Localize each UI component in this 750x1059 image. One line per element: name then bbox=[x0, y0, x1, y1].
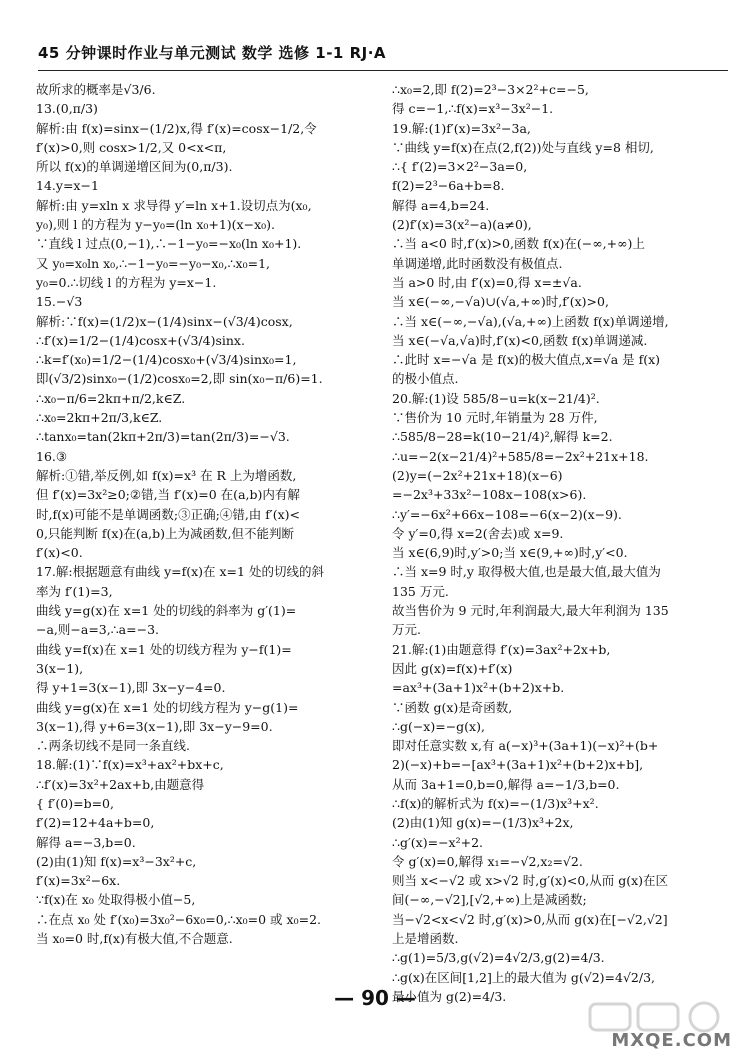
text-line: 得 c=−1,∴f(x)=x³−3x²−1. bbox=[392, 101, 554, 117]
text-line: ∴当 x=9 时,y 取得极大值,也是最大值,最大值为 bbox=[392, 564, 661, 580]
text-line: ∴x₀=2kπ+2π/3,k∈Z. bbox=[36, 410, 163, 426]
text-line: ∵函数 g(x)是奇函数, bbox=[392, 699, 513, 715]
text-line: 曲线 y=g(x)在 x=1 处的切线方程为 y−g(1)= bbox=[36, 699, 299, 715]
page-number: — 90 — bbox=[334, 986, 416, 1010]
text-line: f′(x)=3x²−6x. bbox=[36, 873, 121, 889]
text-line: { f′(0)=b=0, bbox=[36, 795, 114, 811]
text-line: 解得 a=4,b=24. bbox=[392, 197, 490, 213]
text-line: (2)由(1)知 f(x)=x³−3x²+c, bbox=[36, 853, 197, 869]
text-line: 13.(0,π/3) bbox=[36, 101, 98, 117]
text-line: ∴k=f′(x₀)=1/2−(1/4)cosx₀+(√3/4)sinx₀=1, bbox=[36, 352, 297, 368]
text-line: 所以 f(x)的单调递增区间为(0,π/3). bbox=[36, 159, 233, 175]
text-line: ∴g(1)=5/3,g(√2)=4√2/3,g(2)=4/3. bbox=[392, 950, 605, 966]
text-line: 曲线 y=f(x)在 x=1 处的切线方程为 y−f(1)= bbox=[36, 641, 292, 657]
text-line: 20.解:(1)设 585/8−u=k(x−21/4)². bbox=[392, 390, 600, 406]
text-line: 令 g′(x)=0,解得 x₁=−√2,x₂=√2. bbox=[392, 853, 583, 869]
text-line: y₀),则 l 的方程为 y−y₀=(ln x₀+1)(x−x₀). bbox=[36, 217, 275, 233]
text-line: 但 f′(x)=3x²≥0;②错,当 f′(x)=0 在(a,b)内有解 bbox=[36, 487, 300, 503]
text-line: 当−√2<x<√2 时,g′(x)>0,从而 g(x)在[−√2,√2] bbox=[392, 911, 668, 927]
text-line: ∵曲线 y=f(x)在点(2,f(2))处与直线 y=8 相切, bbox=[392, 139, 654, 155]
text-line: 当 x∈(−∞,−√a)∪(√a,+∞)时,f′(x)>0, bbox=[392, 294, 609, 310]
text-line: ∵直线 l 过点(0,−1),∴−1−y₀=−x₀(ln x₀+1). bbox=[36, 236, 302, 252]
text-line: ∴g(x)在区间[1,2]上的最大值为 g(√2)=4√2/3, bbox=[392, 969, 656, 985]
text-line: ∴当 a<0 时,f′(x)>0,函数 f(x)在(−∞,+∞)上 bbox=[392, 236, 645, 252]
text-line: 解析:∵f(x)=(1/2)x−(1/4)sinx−(√3/4)cosx, bbox=[36, 313, 293, 329]
text-line: 曲线 y=g(x)在 x=1 处的切线的斜率为 g′(1)= bbox=[36, 603, 297, 619]
text-line: 故当售价为 9 元时,年利润最大,最大年利润为 135 bbox=[392, 603, 669, 619]
text-line: (2)由(1)知 g(x)=−(1/3)x³+2x, bbox=[392, 815, 574, 831]
text-line: 当 x∈(−√a,√a)时,f′(x)<0,函数 f(x)单调递减. bbox=[392, 332, 648, 348]
text-line: 解析:由 f(x)=sinx−(1/2)x,得 f′(x)=cosx−1/2,令 bbox=[36, 120, 317, 136]
text-line: 得 y+1=3(x−1),即 3x−y−4=0. bbox=[36, 680, 226, 696]
text-line: 19.解:(1)f′(x)=3x²−3a, bbox=[392, 120, 531, 136]
text-line: ∴x₀−π/6=2kπ+π/2,k∈Z. bbox=[36, 390, 186, 406]
text-line: f′(x)<0. bbox=[36, 545, 83, 561]
left-column bbox=[36, 80, 364, 948]
text-line: (2)y=(−2x²+21x+18)(x−6) bbox=[392, 467, 563, 483]
header-title: 45 分钟课时作业与单元测试 数学 选修 1-1 RJ·A bbox=[38, 44, 387, 62]
text-line: ∴585/8−28=k(10−21/4)²,解得 k=2. bbox=[392, 429, 613, 445]
text-line: 17.解:根据题意有曲线 y=f(x)在 x=1 处的切线的斜 bbox=[36, 564, 324, 580]
text-line: 万元. bbox=[392, 622, 421, 638]
text-line: ∵f(x)在 x₀ 处取得极小值−5, bbox=[36, 892, 196, 908]
text-line: 因此 g(x)=f(x)+f′(x) bbox=[392, 660, 513, 676]
text-line: 当 x₀=0 时,f(x)有极大值,不合题意. bbox=[36, 931, 233, 947]
text-line: ∴y′=−6x²+66x−108=−6(x−2)(x−9). bbox=[392, 506, 622, 522]
text-line: 0,只能判断 f(x)在(a,b)上为减函数,但不能判断 bbox=[36, 525, 294, 541]
text-line: ∴u=−2(x−21/4)²+585/8=−2x²+21x+18. bbox=[392, 448, 649, 464]
text-line: y₀=0.∴切线 l 的方程为 y=x−1. bbox=[36, 274, 217, 290]
text-line: ∵售价为 10 元时,年销量为 28 万件, bbox=[392, 410, 598, 426]
text-line: ∴在点 x₀ 处 f′(x₀)=3x₀²−6x₀=0,∴x₀=0 或 x₀=2. bbox=[36, 911, 321, 927]
text-line: ∴两条切线不是同一条直线. bbox=[36, 738, 190, 754]
text-line: 3(x−1),得 y+6=3(x−1),即 3x−y−9=0. bbox=[36, 718, 273, 734]
text-line: 即(√3/2)sinx₀−(1/2)cosx₀=2,即 sin(x₀−π/6)=1. bbox=[36, 371, 323, 387]
text-line: ∴此时 x=−√a 是 f(x)的极大值点,x=√a 是 f(x) bbox=[392, 352, 661, 368]
text-line: 率为 f′(1)=3, bbox=[36, 583, 113, 599]
text-line: 14.y=x−1 bbox=[36, 178, 99, 194]
text-line: ∴x₀=2,即 f(2)=2³−3×2²+c=−5, bbox=[392, 82, 589, 97]
text-line: 15.−√3 bbox=[36, 294, 83, 310]
text-line: 最小值为 g(2)=4/3. bbox=[392, 988, 507, 1004]
text-line: 解得 a=−3,b=0. bbox=[36, 834, 136, 850]
text-line: ∴g′(x)=−x²+2. bbox=[392, 834, 484, 850]
text-line: ∴{ f′(2)=3×2²−3a=0, bbox=[392, 159, 528, 175]
text-line: f(2)=2³−6a+b=8. bbox=[392, 178, 505, 194]
right-column bbox=[392, 80, 727, 1006]
text-line: ∴f(x)的解析式为 f(x)=−(1/3)x³+x². bbox=[392, 795, 599, 811]
text-line: 的极小值点. bbox=[392, 371, 459, 387]
text-line: ∴f′(x)=1/2−(1/4)cosx+(√3/4)sinx. bbox=[36, 332, 245, 348]
page-header bbox=[38, 40, 728, 71]
text-line: 当 x∈(6,9)时,y′>0;当 x∈(9,+∞)时,y′<0. bbox=[392, 545, 628, 561]
text-line: =ax³+(3a+1)x²+(b+2)x+b. bbox=[392, 680, 565, 696]
text-line: 令 y′=0,得 x=2(舍去)或 x=9. bbox=[392, 525, 564, 541]
text-line: −a,则−a=3,∴a=−3. bbox=[36, 622, 160, 638]
text-line: 3(x−1), bbox=[36, 660, 84, 676]
text-line: f′(x)>0,则 cosx>1/2,又 0<x<π, bbox=[36, 139, 227, 155]
text-line: =−2x³+33x²−108x−108(x>6). bbox=[392, 487, 587, 503]
text-line: 时,f(x)可能不是单调函数;③正确;④错,由 f′(x)< bbox=[36, 506, 301, 522]
text-line: 单调递增,此时函数没有极值点. bbox=[392, 255, 563, 271]
text-line: (2)f′(x)=3(x²−a)(a≠0), bbox=[392, 217, 532, 233]
watermark-text: MXQE.COM bbox=[611, 1030, 732, 1051]
text-line: 故所求的概率是√3/6. bbox=[36, 82, 156, 97]
text-line: f′(2)=12+4a+b=0, bbox=[36, 815, 155, 831]
text-line: 18.解:(1)∵f(x)=x³+ax²+bx+c, bbox=[36, 757, 224, 773]
text-line: 间(−∞,−√2],[√2,+∞)上是减函数; bbox=[392, 892, 587, 908]
text-line: ∴当 x∈(−∞,−√a),(√a,+∞)上函数 f(x)单调递增, bbox=[392, 313, 669, 329]
text-line: 2)(−x)+b=−[ax³+(3a+1)x²+(b+2)x+b], bbox=[392, 757, 644, 773]
text-line: 上是增函数. bbox=[392, 931, 459, 947]
text-line: 135 万元. bbox=[392, 583, 449, 599]
text-line: ∴g(−x)=−g(x), bbox=[392, 718, 485, 734]
text-line: 即对任意实数 x,有 a(−x)³+(3a+1)(−x)²+(b+ bbox=[392, 738, 659, 754]
text-line: 又 y₀=x₀ln x₀,∴−1−y₀=−y₀−x₀,∴x₀=1, bbox=[36, 255, 271, 271]
text-line: 解析:①错,举反例,如 f(x)=x³ 在 R 上为增函数, bbox=[36, 467, 297, 483]
text-line: 21.解:(1)由题意得 f′(x)=3ax²+2x+b, bbox=[392, 641, 611, 657]
text-line: 从而 3a+1=0,b=0,解得 a=−1/3,b=0. bbox=[392, 776, 620, 792]
text-line: 解析:由 y=xln x 求导得 y′=ln x+1.设切点为(x₀, bbox=[36, 197, 312, 213]
text-line: 则当 x<−√2 或 x>√2 时,g′(x)<0,从而 g(x)在区 bbox=[392, 873, 669, 889]
text-line: ∴f′(x)=3x²+2ax+b,由题意得 bbox=[36, 776, 205, 792]
text-line: 16.③ bbox=[36, 448, 68, 464]
text-line: ∴tanx₀=tan(2kπ+2π/3)=tan(2π/3)=−√3. bbox=[36, 429, 290, 445]
text-line: 当 a>0 时,由 f′(x)=0,得 x=±√a. bbox=[392, 274, 582, 290]
